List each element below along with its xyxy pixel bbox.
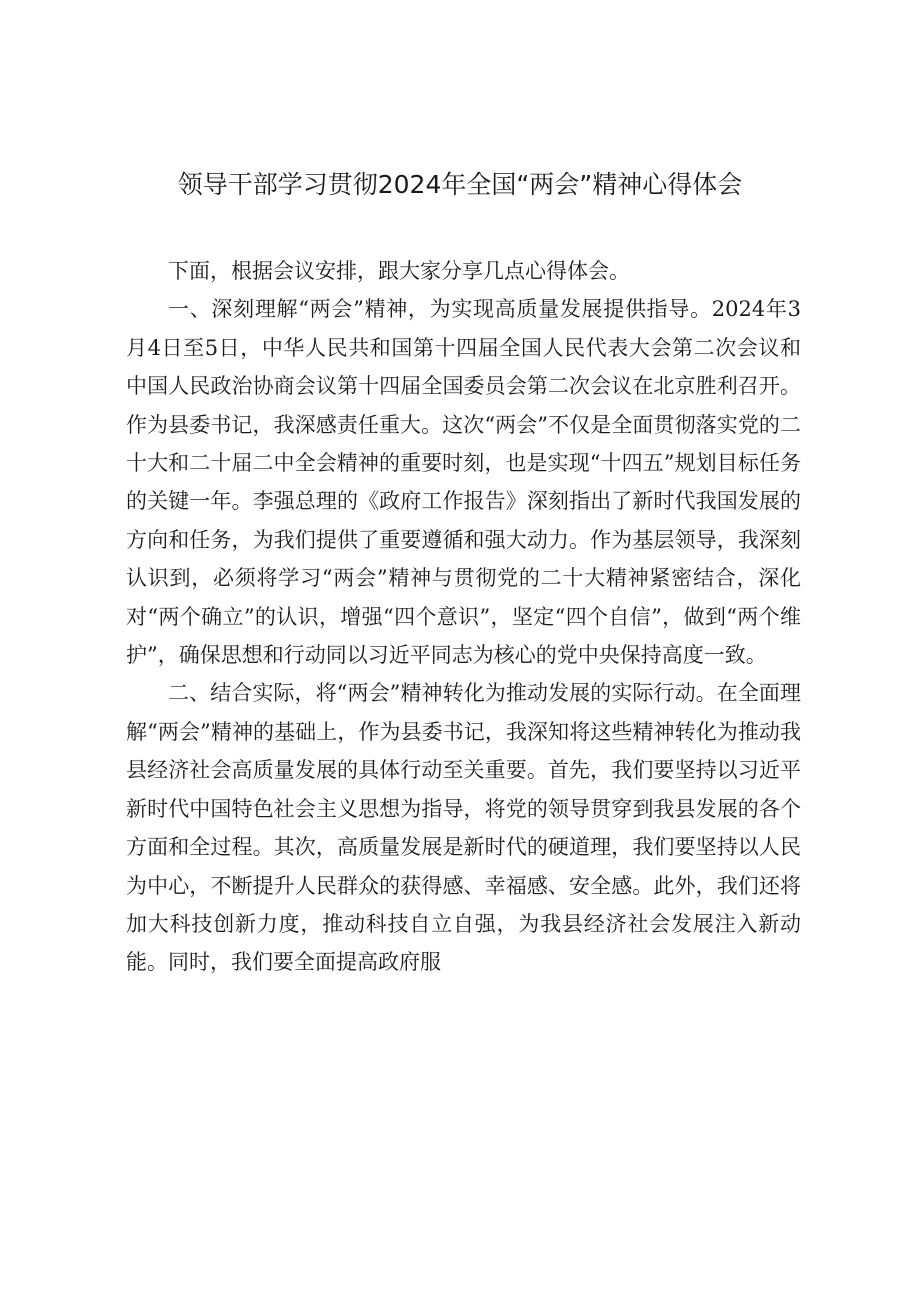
paragraph-section-two: 二、结合实际，将“两会”精神转化为推动发展的实际行动。在全面理解“两会”精神的基础上，作为县委书记，我深知将这些精神转化为推动我县经济社会高质量发展的具体行动至关重要。首先，我们要坚持以习近平新时代中国特色社会主义思想为指导，将党的领导贯穿到我县发展的各个方面和全过程。其次，高质量发展是新时代的硬道理，我们要坚持以人民为中心，不断提升人民群众的获得感、幸福感、安全感。此外，我们还将加大科技创新力度，推动科技自立自强，为我县经济社会发展注入新动能。同时，我们要全面提高政府服: [126, 681, 801, 975]
paragraph-section-one: 一、深刻理解“两会”精神，为实现高质量发展提供指导。2024年3月4日至5日，中华人民共和国第十四届全国人民代表大会第二次会议和中国人民政治协商会议第十四届全国委员会第二次会议在北京胜利召开。作为县委书记，我深感责任重大。这次“两会”不仅是全面贯彻落实党的二十大和二十届二中全会精神的重要时刻，也是实现“十四五”规划目标任务的关键一年。李强总理的《政府工作报告》深刻指出了新时代我国发展的方向和任务，为我们提供了重要遵循和强大动力。作为基层领导，我深刻认识到，必须将学习“两会”精神与贯彻党的二十大精神紧密结合，深化对“两个确立”的认识，增强“四个意识”，坚定“四个自信”，做到“两个维护”，确保思想和行动同以习近平同志为核心的党中央保持高度一致。: [126, 297, 801, 668]
paragraph-intro: 下面，根据会议安排，跟大家分享几点心得体会。: [168, 259, 630, 283]
document-body: [126, 252, 801, 982]
document-title: 领导干部学习贯彻2024年全国“两会”精神心得体会: [177, 170, 743, 199]
